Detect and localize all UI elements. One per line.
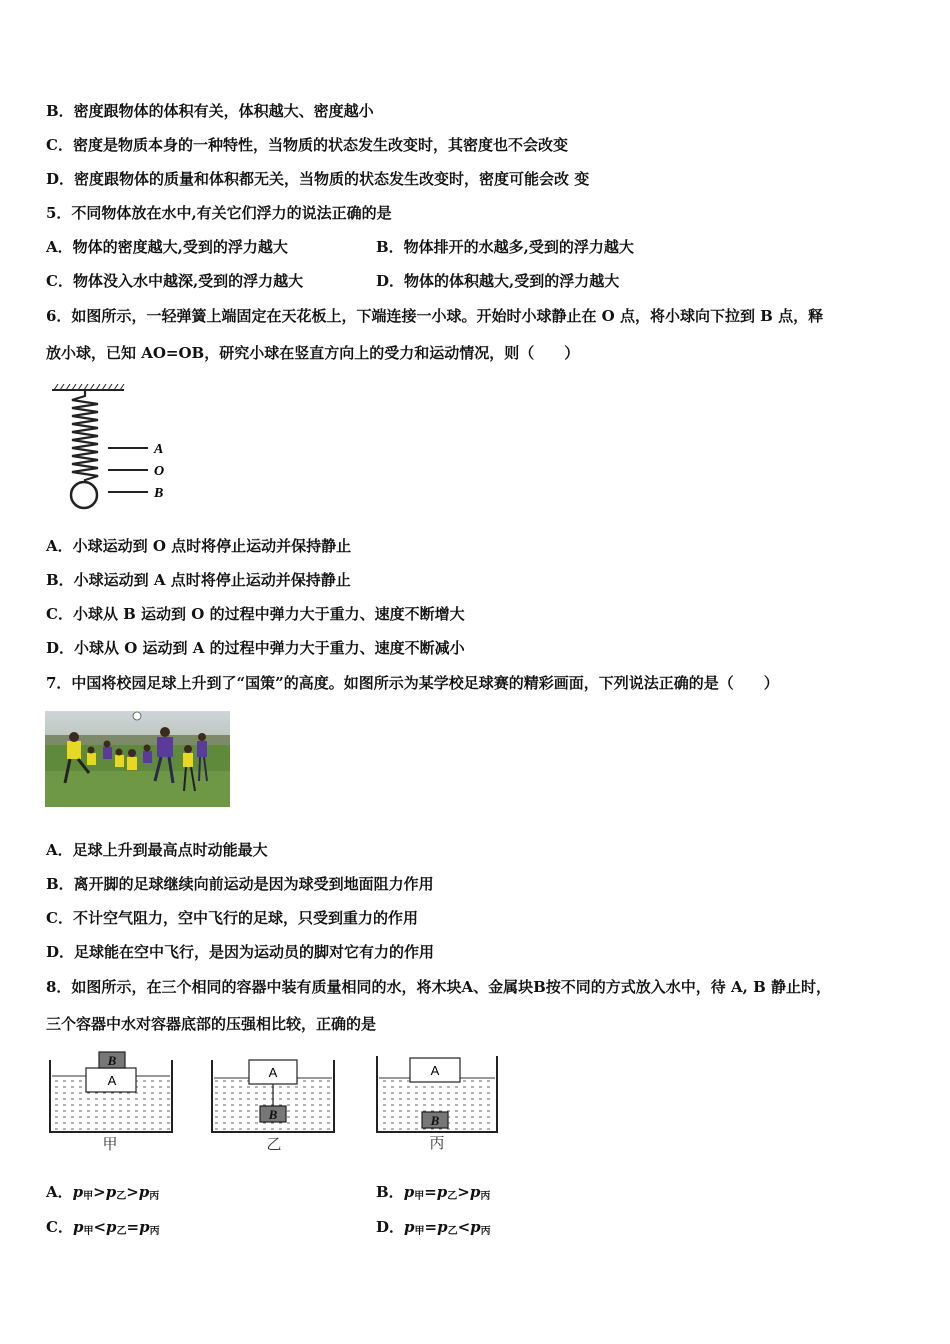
q8-option-b-op1: = xyxy=(424,1183,437,1201)
marker-a-label: A xyxy=(154,442,164,457)
q8-option-b xyxy=(376,1182,490,1207)
q8-option-d-sub1: 甲 xyxy=(414,1226,425,1237)
q8-option-a-sub1: 甲 xyxy=(83,1191,94,1202)
q4-option-d: D．密度跟物体的质量和体积都无关，当物质的状态发生改变时，密度可能会改 变 xyxy=(46,170,590,188)
container-yi xyxy=(212,1060,334,1153)
q6-option-d: D．小球从 O 运动到 A 的过程中弹力大于重力、速度不断减小 xyxy=(46,639,465,657)
q8-option-c-op2: = xyxy=(126,1218,140,1236)
q4-option-c: C．密度是物质本身的一种特性，当物质的状态发生改变时，其密度也不会改变 xyxy=(46,136,568,154)
q7-option-c: C．不计空气阻力，空中飞行的足球，只受到重力的作用 xyxy=(46,909,418,927)
q7-stem: 7．中国将校园足球上升到了“国策”的高度。如图所示为某学校足球赛的精彩画面，下列说法正确的是（ ） xyxy=(46,674,779,692)
q8-option-c-op1: < xyxy=(93,1218,107,1236)
q8-option-c-letter: C． xyxy=(46,1218,73,1236)
q8-option-d xyxy=(376,1217,491,1242)
yi-block-a-label: A xyxy=(268,1065,278,1080)
q5-option-b: B．物体排开的水越多,受到的浮力越大 xyxy=(376,238,634,256)
jia-block-b-label: B xyxy=(107,1053,117,1068)
q4-option-b: B．密度跟物体的体积有关，体积越大、密度越小 xyxy=(46,102,374,120)
q6-option-a: A．小球运动到 O 点时将停止运动并保持静止 xyxy=(46,537,352,555)
bing-caption: 丙 xyxy=(429,1134,445,1152)
q8-option-d-op1: = xyxy=(424,1218,438,1236)
q8-option-a-p3: p xyxy=(138,1183,150,1201)
q5-option-a: A．物体的密度越大,受到的浮力越大 xyxy=(46,238,288,256)
q8-option-c-p3: p xyxy=(139,1218,150,1236)
containers-figure xyxy=(46,1048,506,1154)
q8-option-c-p1: p xyxy=(72,1218,84,1236)
q8-option-d-op2: < xyxy=(457,1218,471,1236)
q8-option-b-p3: p xyxy=(469,1183,481,1201)
q8-option-a xyxy=(46,1182,159,1207)
q5-option-d: D．物体的体积越大,受到的浮力越大 xyxy=(376,272,620,290)
q8-option-d-sub2: 乙 xyxy=(447,1226,458,1237)
container-bing xyxy=(377,1056,497,1152)
q8-option-a-op2: > xyxy=(126,1183,139,1201)
bing-block-a-label: A xyxy=(430,1063,440,1078)
q6-option-b: B．小球运动到 A 点时将停止运动并保持静止 xyxy=(46,571,351,589)
yi-block-b-label: B xyxy=(268,1107,278,1122)
q8-option-a-letter: A． xyxy=(46,1183,73,1201)
yi-caption: 乙 xyxy=(266,1135,282,1153)
q8-option-b-sub1: 甲 xyxy=(414,1191,425,1202)
q8-option-c-sub2: 乙 xyxy=(116,1226,127,1237)
q8-option-b-letter: B． xyxy=(376,1183,404,1201)
q6-stem-line1: 6．如图所示，一轻弹簧上端固定在天花板上，下端连接一小球。开始时小球静止在 O 点，将小球向下拉到 B 点，释 xyxy=(46,307,824,325)
q8-option-d-p3: p xyxy=(470,1218,481,1236)
q6-option-c: C．小球从 B 运动到 O 的过程中弹力大于重力、速度不断增大 xyxy=(46,605,465,623)
q8-option-b-op2: > xyxy=(457,1183,470,1201)
q8-option-c xyxy=(46,1217,160,1242)
q8-option-d-p1: p xyxy=(404,1218,415,1236)
q8-option-d-p2: p xyxy=(437,1218,448,1236)
q8-stem-line2: 三个容器中水对容器底部的压强相比较，正确的是 xyxy=(46,1015,377,1033)
bing-block-b-label: B xyxy=(430,1113,440,1128)
q8-option-a-sub2: 乙 xyxy=(116,1191,127,1202)
jia-caption: 甲 xyxy=(102,1135,118,1153)
marker-b-label: B xyxy=(154,486,164,501)
q5-option-c: C．物体没入水中越深,受到的浮力越大 xyxy=(46,272,304,290)
q5-stem: 5．不同物体放在水中,有关它们浮力的说法正确的是 xyxy=(46,204,392,222)
q7-option-b: B．离开脚的足球继续向前运动是因为球受到地面阻力作用 xyxy=(46,875,434,893)
q8-option-d-letter: D． xyxy=(376,1218,405,1236)
spring-figure xyxy=(44,384,174,514)
q8-option-c-p2: p xyxy=(106,1218,117,1236)
container-jia xyxy=(50,1052,172,1153)
football-photo xyxy=(45,711,230,807)
q8-option-a-sub3: 丙 xyxy=(149,1191,160,1202)
q8-option-b-p1: p xyxy=(403,1183,415,1201)
q7-option-d: D．足球能在空中飞行，是因为运动员的脚对它有力的作用 xyxy=(46,943,435,961)
q8-option-d-sub3: 丙 xyxy=(480,1226,491,1237)
q8-option-b-p2: p xyxy=(436,1183,448,1201)
q7-option-a: A．足球上升到最高点时动能最大 xyxy=(46,841,268,859)
q6-stem-line2: 放小球，已知 AO=OB，研究小球在竖直方向上的受力和运动情况，则（ ） xyxy=(46,344,580,362)
marker-o-label: O xyxy=(154,464,165,479)
q8-option-a-p2: p xyxy=(105,1183,117,1201)
q8-option-a-p1: p xyxy=(72,1183,84,1201)
q8-option-c-sub1: 甲 xyxy=(83,1226,94,1237)
q8-option-b-sub2: 乙 xyxy=(447,1191,458,1202)
q8-option-a-op1: > xyxy=(93,1183,106,1201)
q8-option-c-sub3: 丙 xyxy=(149,1226,160,1237)
q8-stem-line1: 8．如图所示，在三个相同的容器中装有质量相同的水，将木块A、金属块B按不同的方式放入水中，待 A, B 静止时， xyxy=(46,978,831,996)
q8-option-b-sub3: 丙 xyxy=(480,1191,491,1202)
jia-block-a-label: A xyxy=(107,1073,117,1088)
